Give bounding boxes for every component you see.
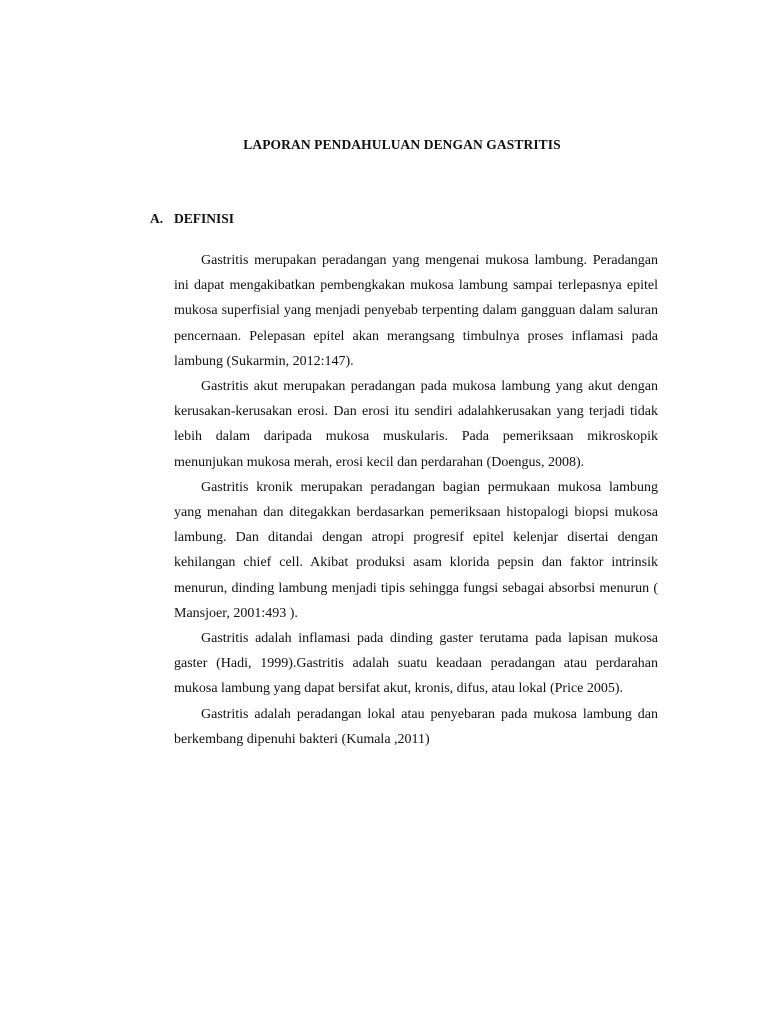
paragraph-gastritis-inflamasi: Gastritis adalah inflamasi pada dinding gaster terutama pada lapisan mukosa gaster (Hadi, 1999).Gastritis adalah suatu keadaan peradangan atau perdarahan mukosa lambung yang dapat bersifat akut, kronis, difus, atau lokal (Price 2005).	[174, 631, 658, 697]
section-heading	[150, 211, 234, 227]
section-number: A.	[150, 211, 164, 226]
section-heading-text: DEFINISI	[174, 211, 235, 226]
paragraph-gastritis-kronik: Gastritis kronik merupakan peradangan bagian permukaan mukosa lambung yang menahan dan ditegakkan berdasarkan pemeriksaan histopalogi biopsi mukosa lambung. Dan ditandai dengan atropi progresif epitel kelenjar disertai dengan kehilangan chief cell. Akibat produksi asam klorida pepsin dan faktor intrinsik menurun, dinding lambung menjadi tipis sehingga fungsi sebagai absorbsi menurun ( Mansjoer, 2001:493 ).	[174, 479, 658, 621]
paragraph-gastritis-akut: Gastritis akut merupakan peradangan pada mukosa lambung yang akut dengan kerusakan-kerusakan erosi. Dan erosi itu sendiri adalahkerusakan yang terjadi tidak lebih dalam daripada mukosa muskularis. Pada pemeriksaan mikroskopik menunjukan mukosa merah, erosi kecil dan perdarahan (Doengus, 2008).	[174, 379, 658, 470]
paragraph-gastritis-definition: Gastritis merupakan peradangan yang mengenai mukosa lambung. Peradangan ini dapat mengakibatkan pembengkakan mukosa lambung sampai terlepasnya epitel mukosa superfisial yang menjadi penyebab terpenting dalam gangguan dalam saluran pencernaan. Pelepasan epitel akan merangsang timbulnya proses inflamasi pada lambung (Sukarmin, 2012:147).	[174, 253, 658, 369]
paragraph-gastritis-lokal: Gastritis adalah peradangan lokal atau penyebaran pada mukosa lambung dan berkembang dipenuhi bakteri (Kumala ,2011)	[174, 706, 658, 747]
document-body	[174, 248, 658, 752]
document-title: LAPORAN PENDAHULUAN DENGAN GASTRITIS	[243, 137, 561, 152]
